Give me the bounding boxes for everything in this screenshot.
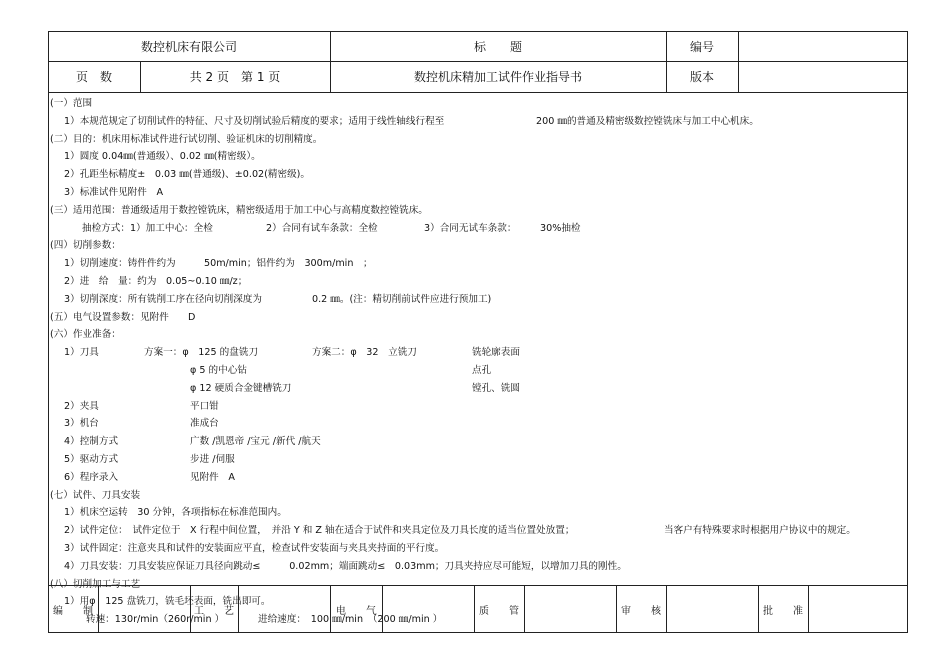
program-value: 见附件 A [190, 471, 235, 483]
cutting-depth-label: 3）切削深度：所有铣削工序在径向切削深度为 [64, 293, 262, 305]
process-feed: 进给速度： 100 ㎜/min （200 ㎜/min ） [258, 614, 443, 626]
footer-compile-signature[interactable] [98, 585, 190, 633]
drive-label: 5）驱动方式 [64, 453, 119, 465]
tool-label: 1）刀具 [64, 347, 99, 359]
tool-use-2: 点孔 [472, 364, 492, 376]
control-value: 广数 /凯恩帝 /宝元 /新代 /航天 [190, 436, 321, 448]
pages-value: 共 2 页 第 1 页 [189, 70, 281, 84]
footer-approve-label: 批 准 [763, 605, 803, 617]
fixture-value: 平口钳 [190, 400, 219, 412]
tool-use-3: 镗孔、铣圆 [472, 382, 520, 394]
install-line-4: 4）刀具安装：刀具安装应保证刀具径向跳动≤ 0.02mm；端面跳动≤ 0.03mm；刀具夹持应尽可能短，以增加刀具的刚性。 [64, 560, 627, 572]
footer-craft-signature[interactable] [238, 585, 330, 633]
machine-value: 准成台 [190, 418, 219, 430]
footer-electrical-label: 电 气 [336, 605, 376, 617]
document-sheet [48, 31, 908, 633]
install-line-1: 1）机床空运转 30 分钟，各项指标在标准范围内。 [64, 507, 287, 519]
footer-quality-label: 质 管 [479, 605, 519, 617]
purpose-line-3: 3）标准试件见附件 A [64, 186, 164, 198]
cutting-speed-label: 1）切削速度：铸件件约为 [64, 258, 176, 270]
control-label: 4）控制方式 [64, 436, 119, 448]
sampling-no-test: 3）合同无试车条款： [424, 222, 517, 234]
tool-center-drill: φ 5 的中心钻 [190, 364, 247, 376]
pages-label: 页 数 [75, 70, 112, 84]
feed-rate: 2）进 给 量：约为 0.05~0.10 ㎜/z； [64, 275, 248, 287]
footer-quality-signature[interactable] [524, 585, 616, 633]
tool-keyseat-cutter: φ 12 硬质合金键槽铣刀 [190, 382, 292, 394]
purpose-line-1: 1）圆度 0.04㎜(普通级）、0.02 ㎜(精密级）。 [64, 151, 261, 163]
footer-electrical-signature[interactable] [382, 585, 474, 633]
purpose-line-2: 2）孔距坐标精度± 0.03 ㎜(普通级)、±0.02(精密级)。 [64, 169, 311, 181]
company-name: 数控机床有限公司 [140, 39, 237, 54]
document-title: 数控机床精加工试件作业指导书 [413, 70, 582, 84]
fixture-label: 2）夹具 [64, 400, 99, 412]
footer-approve-signature[interactable] [808, 585, 908, 633]
section-scope-heading: (一）范围 [50, 98, 93, 109]
section-process-heading: (八）切削加工与工艺 [50, 578, 141, 590]
install-line-2b: 当客户有特殊要求时根据用户协议中的规定。 [664, 525, 856, 537]
process-line-1: 1）用φ 125 盘铣刀，铣毛坯表面，铣出即可。 [64, 596, 271, 608]
sampling-contract-test: 2）合同有试车条款：全检 [266, 222, 378, 234]
drive-value: 步进 /伺服 [190, 453, 235, 465]
install-line-3: 3）试件固定：注意夹具和试件的安装面应平直，检查试件安装面与夹具夹持面的平行度。 [64, 542, 445, 554]
tool-use-1: 铣轮廓表面 [472, 347, 520, 359]
tool-plan-1: 方案一：φ 125 的盘铣刀 [144, 347, 259, 359]
instruction-body [50, 95, 906, 629]
tool-plan-2: 方案二：φ 32 立铣刀 [312, 347, 417, 359]
scope-line-1b: 200 ㎜的普通及精密级数控镗铣床与加工中心机床。 [536, 115, 759, 127]
title-label: 标 题 [473, 39, 522, 54]
sampling-rate: 30%抽检 [540, 222, 581, 234]
program-label: 6）程序录入 [64, 471, 119, 483]
process-speed: 转速：130r/min（260r/min ） [86, 614, 225, 626]
cutting-speed-values: 50m/min；铝件约为 300m/min ； [204, 258, 373, 270]
section-range-heading: (三）适用范围：普通级适用于数控镗铣床，精密级适用于加工中心与高精度数控镗铣床。 [50, 204, 428, 216]
number-label: 编号 [689, 39, 714, 54]
sampling-method: 抽检方式：1）加工中心：全检 [82, 222, 213, 234]
footer-review-signature[interactable] [666, 585, 758, 633]
section-install-heading: (七）试件、刀具安装 [50, 489, 141, 501]
section-electrical-heading: (五）电气设置参数：见附件 D [50, 311, 196, 323]
section-purpose-heading: (二）目的：机床用标准试件进行试切削、验证机床的切削精度。 [50, 133, 323, 145]
install-line-2a: 2）试件定位： 试件定位于 X 行程中间位置， 并沿 Y 和 Z 轴在适合于试件和夹具定位及刀具长度的适当位置处放置； [64, 525, 575, 537]
header-bottom [48, 92, 908, 93]
version-value [738, 61, 908, 92]
footer-craft-label: 工 艺 [194, 605, 234, 617]
section-cutting-params-heading: (四）切削参数： [50, 240, 121, 252]
section-preparation-heading: (六）作业准备： [50, 329, 121, 341]
scope-line-1a: 1）本规范规定了切削试件的特征、尺寸及切削试验后精度的要求；适用于线性轴线行程至 [64, 115, 445, 127]
footer-compile-label: 编 制 [53, 605, 93, 617]
cutting-depth-value: 0.2 ㎜。(注：精切削前试件应进行预加工) [312, 293, 492, 305]
machine-label: 3）机台 [64, 418, 99, 430]
number-value [738, 31, 908, 61]
version-label: 版本 [689, 70, 714, 84]
footer-review-label: 审 核 [621, 605, 661, 617]
